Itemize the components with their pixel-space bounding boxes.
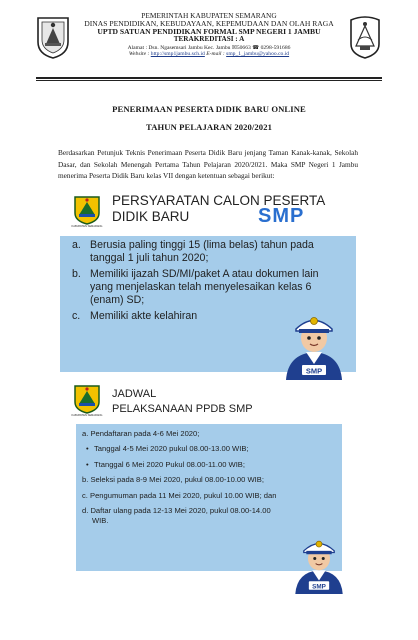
kabupaten-crest-icon [36, 16, 70, 60]
letterhead-government: PEMERINTAH KABUPATEN SEMARANG [141, 11, 277, 20]
schedule-title-line1: JADWAL [112, 388, 157, 400]
list-item: WIB. [92, 515, 109, 525]
list-item [82, 460, 338, 470]
district-logo-icon [72, 195, 102, 225]
letterhead-accreditation: TERAKREDITASI : A [173, 34, 245, 43]
requirements-title-line2: DIDIK BARU [112, 209, 190, 224]
bullet-icon: • [86, 444, 89, 454]
schedule-heading [112, 387, 253, 417]
letterhead-contact [72, 52, 346, 58]
province-crest-icon [348, 16, 382, 60]
letterhead-address: Alamat : Dsn. Ngasemsari Jambu Kec. Jambu ☒50663 ☎ 0298-591686 [127, 45, 291, 52]
bullet-icon: • [86, 459, 89, 469]
mascot-label: SMP [312, 583, 326, 591]
district-logo-caption: KABUPATEN SEMARANG [71, 225, 103, 228]
website-label: Website : [128, 51, 150, 58]
list-text: Memiliki akte kelahiran [90, 310, 198, 322]
list-text: Berusia paling tinggi 15 (lima belas) tahun pada tanggal 1 juli tahun 2020; [90, 239, 314, 264]
student-mascot-icon [290, 528, 348, 594]
mascot-label: SMP [305, 366, 323, 376]
website-link[interactable]: http://smp1jambu.sch.id [150, 51, 205, 58]
district-logo-icon [72, 384, 102, 414]
list-text: Ttanggal 6 Mei 2020 Pukul 08.00-11.00 WIB; [94, 459, 245, 469]
letterhead-school: UPTD SATUAN PENDIDIKAN FORMAL SMP NEGERI 1 JAMBU [97, 26, 321, 36]
list-item: d. Daftar ulang pada 12-13 Mei 2020, pukul 08.00-14.00 [82, 505, 271, 515]
list-marker: a. [72, 239, 81, 251]
list-item: c. Pengumuman pada 11 Mei 2020, pukul 10.00 WIB; dan [82, 490, 277, 500]
email-link[interactable]: smp_1_jambu@yahoo.co.id [226, 51, 290, 58]
letterhead-department: DINAS PENDIDIKAN, KEBUDAYAAN, KEPEMUDAAN DAN OLAH RAGA [84, 18, 334, 28]
letterhead-text [72, 12, 346, 58]
district-logo-caption: KABUPATEN SEMARANG [71, 414, 103, 417]
page-subtitle: TAHUN PELAJARAN 2020/2021 [146, 122, 272, 132]
list-text: Tanggal 4-5 Mei 2020 pukul 08.00-13.00 WIB; [94, 444, 249, 454]
district-logo [71, 384, 103, 417]
student-mascot-icon [282, 302, 346, 380]
district-logo [71, 195, 103, 228]
list-marker: b. [72, 268, 81, 280]
letterhead [36, 12, 382, 82]
email-label: E-mail : [206, 51, 225, 58]
requirements-title-line1: PERSYARATAN CALON PESERTA [112, 193, 326, 208]
list-item: a. Pendaftaran pada 4-6 Mei 2020; [82, 429, 200, 438]
list-marker: c. [72, 310, 81, 322]
smp-badge: SMP [258, 205, 305, 227]
list-text: Memiliki ijazah SD/MI/paket A atau dokumen lain yang menjelaskan telah menyelesaikan kelas 6 (enam) SD; [90, 268, 319, 306]
schedule-title-line2: PELAKSANAAN PPDB SMP [112, 403, 253, 415]
letterhead-rule [36, 77, 382, 79]
page-title: PENERIMAAN PESERTA DIDIK BARU ONLINE [112, 104, 306, 114]
list-item [72, 239, 334, 265]
list-item: b. Seleksi pada 8-9 Mei 2020, pukul 08.00-10.00 WIB; [82, 475, 264, 485]
list-item [82, 444, 338, 454]
schedule-list [82, 429, 338, 531]
letterhead-rule-thin [36, 80, 382, 81]
intro-paragraph: Berdasarkan Petunjuk Teknis Penerimaan Peserta Didik Baru jenjang Taman Kanak-kanak, Sekolah Dasar, dan Sekolah Menengah Pertama Tahun Pelajaran 2020/2021. Maka SMP Negeri 1 Jambu menerima Peserta Didik Baru kelas VII dengan ketentuan sebagai berikut: [58, 148, 358, 181]
